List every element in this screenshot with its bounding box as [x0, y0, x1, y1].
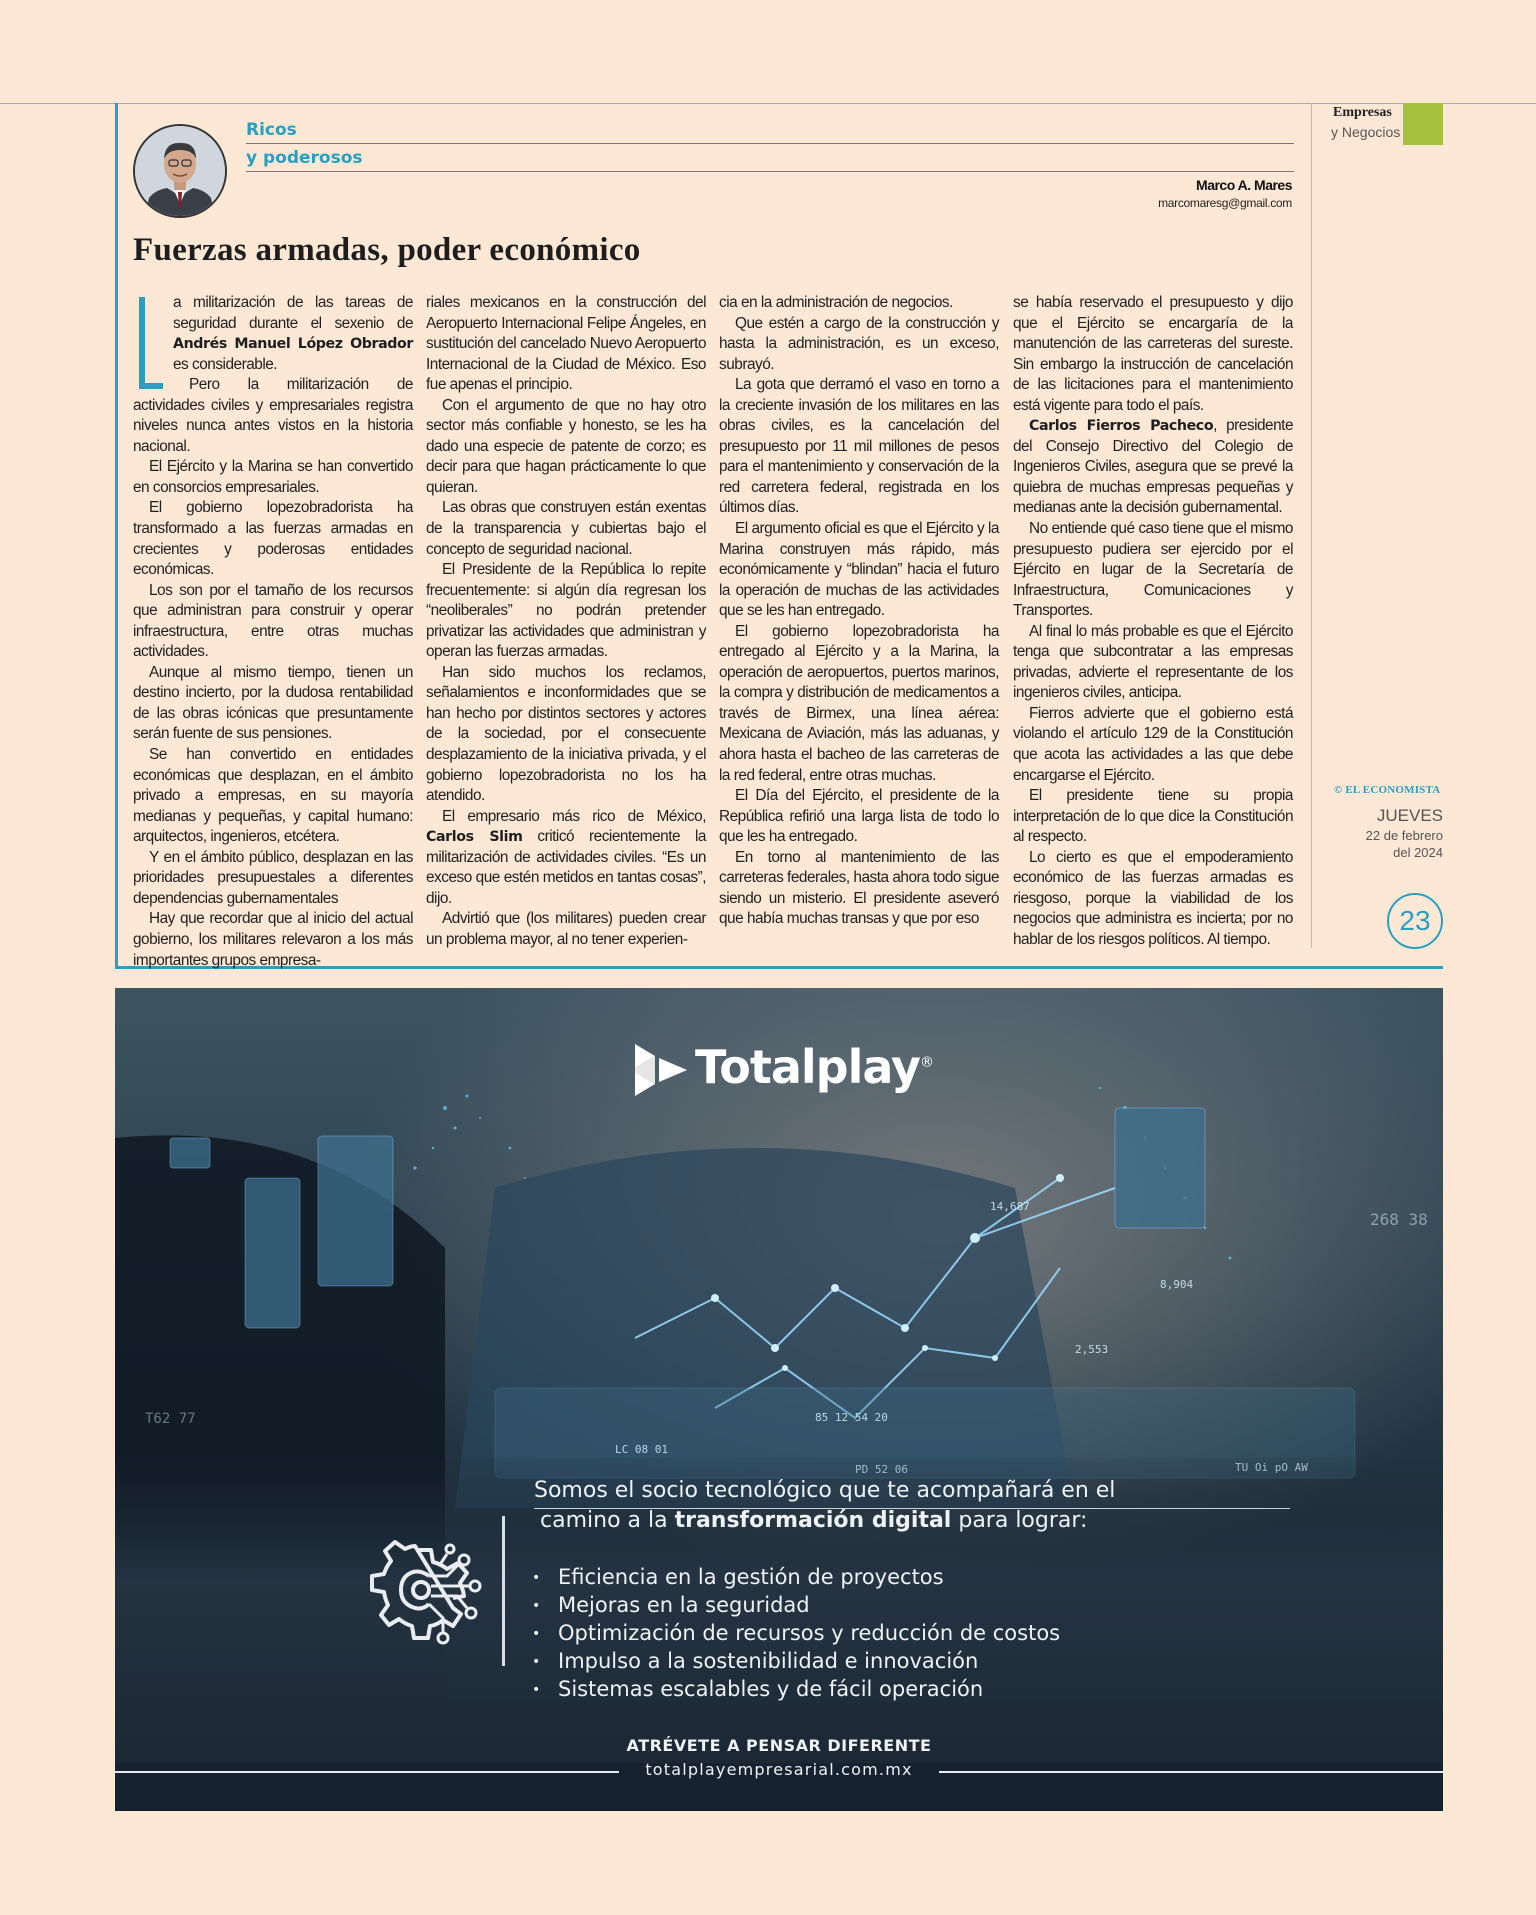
svg-text:85 12 54 20: 85 12 54 20 [815, 1411, 888, 1424]
article-paragraph: Y en el ámbito público, desplazan en las prioridades presupuestales a diferentes dependencias gubernamentales [133, 848, 413, 907]
ad-cta: ATRÉVETE A PENSAR DIFERENTE [626, 1736, 932, 1755]
article-paragraph: Hay que recordar que al inicio del actual gobierno, los militares relevaron a los más importantes grupos empresa- [133, 910, 413, 969]
article-paragraph: Carlos Fierros Pacheco, presidente del Consejo Directivo del Colegio de Ingenieros Civiles, asegura que se prevé la quiebra de muchas empresas pequeñas y medianas ante la decisión gubernamental. [1013, 417, 1293, 517]
article-paragraph: riales mexicanos en la construcción del Aeropuerto Internacional Felipe Ángeles, en sustitución del cancelado Nuevo Aeropuerto Internacional de la Ciudad de México. Eso fue apenas el principio. [426, 294, 706, 394]
article-paragraph: El Ejército y la Marina se han convertido en consorcios empresariales. [133, 458, 413, 496]
svg-text:8,904: 8,904 [1160, 1278, 1194, 1291]
article-paragraph: El argumento oficial es que el Ejército y la Marina construyen más rápido, más económicamente y “blindan” hacia el futuro la operación de muchas de las actividades que se les han entregado. [719, 520, 999, 620]
ad-benefit-item: • Eficiencia en la gestión de proyectos [532, 1565, 944, 1589]
gear-circuit-icon [369, 1536, 489, 1656]
article-paragraph: La gota que derramó el vaso en torno a la creciente invasión de los militares en las obras civiles, es la cancelación del presupuesto por 11 mil millones de pesos para el mantenimiento y conservación de la red carretera federal, registrada en los últimos días. [719, 376, 999, 517]
dropcap-l [133, 293, 163, 391]
section-color-square [1403, 103, 1443, 145]
section-tag [1331, 103, 1443, 145]
svg-text:T62 77: T62 77 [145, 1411, 196, 1427]
article-paragraph: Los son por el tamaño de los recursos que administran para construir y operar infraestructura, entre otras muchas actividades. [133, 581, 413, 661]
ad-benefit-item: • Mejoras en la seguridad [532, 1593, 810, 1617]
ad-benefit-item: • Optimización de recursos y reducción de costos [532, 1621, 1061, 1645]
masthead: © EL ECONOMISTA [1334, 784, 1441, 796]
article-paragraph: El Día del Ejército, el presidente de la República refirió una larga lista de todo lo que les ha entregado. [719, 787, 999, 846]
article-paragraph: Aunque al mismo tiempo, tienen un destino incierto, por la dudosa rentabilidad de las obras icónicas que presuntamente serán fuente de sus pensiones. [133, 663, 413, 743]
article-paragraph: cia en la administración de negocios. [719, 294, 953, 311]
article-paragraph: El presidente tiene su propia interpretación de lo que dice la Constitución al respecto. [1013, 787, 1293, 846]
article-paragraph: El gobierno lopezobradorista ha entregado al Ejército y a la Marina, la operación de aeropuertos, puertos marinos, la compra y distribución de medicamentos a través de Birmex, una línea aérea: Mexicana de Aviación, más las aduanas, y ahora hasta el bacheo de las carreteras de la red federal, entre otras muchas. [719, 622, 999, 784]
column-title-rule-1 [246, 143, 1294, 144]
top-rule [0, 103, 1536, 104]
ad-benefit-item: • Impulso a la sostenibilidad e innovación [532, 1649, 979, 1673]
svg-text:LC 08 01: LC 08 01 [615, 1443, 668, 1456]
issue-date-line2: del 2024 [1393, 845, 1443, 860]
author-photo [133, 124, 227, 218]
totalplay-logo[interactable] [633, 1038, 933, 1108]
article-paragraph: En torno al mantenimiento de las carreteras federales, hasta ahora todo sigue siendo un misterio. El presidente aseveró que había muchas transas y que por eso [719, 848, 1000, 928]
article-paragraph: Las obras que construyen están exentas de la transparencia y cubiertas bajo el concepto de seguridad nacional. [426, 499, 706, 558]
ad-benefits-list [532, 1564, 1060, 1704]
headline: Fuerzas armadas, poder económico [133, 232, 641, 268]
article-paragraph: Advirtió que (los militares) pueden crear un problema mayor, al no tener experien- [426, 910, 706, 948]
frame-right [1311, 103, 1312, 948]
article-paragraph: Al final lo más probable es que el Ejército tenga que subcontratar a las empresas privadas, advierte el representante de los ingenieros civiles, anticipa. [1013, 622, 1293, 702]
article-paragraph: Han sido muchos los reclamos, señalamientos e inconformidades que se han hecho por distintos sectores y actores de la sociedad, por el consecuente desplazamiento de la iniciativa privada, y el gobierno lopezobradorista no los ha atendido. [426, 663, 706, 805]
article-paragraph: a militarización de las tareas de seguridad durante el sexenio de Andrés Manuel López Obrador es considerable. [133, 293, 413, 375]
article-paragraph: El Presidente de la República lo repite frecuentemente: si algún día regresan los “neoliberales” no podrán pretender privatizar las actividades que administran y operan las fuerzas armadas. [426, 561, 706, 661]
totalplay-advertisement[interactable] [115, 988, 1443, 1811]
svg-text:268 38: 268 38 [1370, 1210, 1428, 1229]
article-paragraph: Que estén a cargo de la construcción y hasta la administración, es un exceso, subrayó. [719, 314, 999, 373]
article-column-1 [133, 293, 413, 971]
section-subtitle: y Negocios [1331, 124, 1401, 140]
ad-intro-line2: camino a la transformación digital para lograr: [540, 1508, 1088, 1533]
article-paragraph: Pero la militarización de actividades civiles y empresariales registra niveles nunca antes vistos en la historia nacional. [133, 376, 413, 455]
ad-benefit-item: • Sistemas escalables y de fácil operación [532, 1677, 984, 1701]
article-paragraph: No entiende qué caso tiene que el mismo presupuesto pudiera ser ejercido por el Ejército en lugar de la Secretaría de Infraestructura, Comunicaciones y Transportes. [1013, 520, 1293, 620]
frame-left [115, 103, 118, 969]
svg-text:2,553: 2,553 [1075, 1343, 1109, 1356]
column-title-line1: Ricos [246, 120, 297, 140]
ad-url-row [115, 1760, 1443, 1782]
author-email[interactable]: marcomaresg@gmail.com [1158, 196, 1292, 210]
column-title-line2: y poderosos [246, 148, 363, 168]
article-column-2 [426, 293, 706, 951]
article-column-3 [719, 293, 999, 930]
issue-day: JUEVES [1376, 806, 1443, 825]
page-number: 23 [1387, 893, 1443, 949]
issue-date-line1: 22 de febrero [1365, 828, 1443, 843]
article-paragraph: El gobierno lopezobradorista ha transformado a las fuerzas armadas en crecientes y poderosas entidades económicas. [133, 499, 413, 579]
article-paragraph: El empresario más rico de México, Carlos Slim criticó recientemente la militarización de actividades civiles. “Es un exceso que estén metidos en tantas cosas”, dijo. [426, 807, 706, 907]
svg-text:14,687: 14,687 [990, 1200, 1030, 1213]
article-paragraph: Con el argumento de que no hay otro sector más confiable y honesto, se les ha dado una especie de patente de corzo; es decir para que hagan prácticamente lo que quieran. [426, 396, 706, 496]
column-title-rule-2 [246, 171, 1294, 172]
totalplay-logo-icon [633, 1038, 691, 1102]
ad-intro-line1: Somos el socio tecnológico que te acompañará en el [534, 1478, 1116, 1503]
section-title: Empresas [1333, 105, 1392, 120]
article-paragraph: se había reservado el presupuesto y dijo que el Ejército se encargaría de la manutención de las carreteras del sureste. Sin embargo la instrucción de cancelación de las licitaciones para el mantenimiento está vigente para todo el país. [1013, 294, 1293, 414]
article-paragraph: Se han convertido en entidades económicas que desplazan, en el ámbito privado a empresas, en su mayoría medianas y pequeñas, y capital humano: arquitectos, ingenieros, etcétera. [133, 746, 413, 846]
article-paragraph: Fierros advierte que el gobierno está violando el artículo 129 de la Constitución que acota las actividades a las que debe encargarse el Ejército. [1013, 704, 1293, 784]
brand-name: Totalplay® [695, 1040, 933, 1094]
author-name: Marco A. Mares [1196, 177, 1292, 193]
article-paragraph: Lo cierto es que el empoderamiento económico de las fuerzas armadas es riesgoso, porque la viabilidad de los negocios que administra es incierta; por no hablar de los riesgos políticos. Al tiempo. [1013, 848, 1293, 948]
ad-url-link[interactable]: totalplayempresarial.com.mx [645, 1760, 913, 1779]
article-column-4 [1013, 293, 1293, 951]
ad-divider-bar [502, 1516, 505, 1666]
